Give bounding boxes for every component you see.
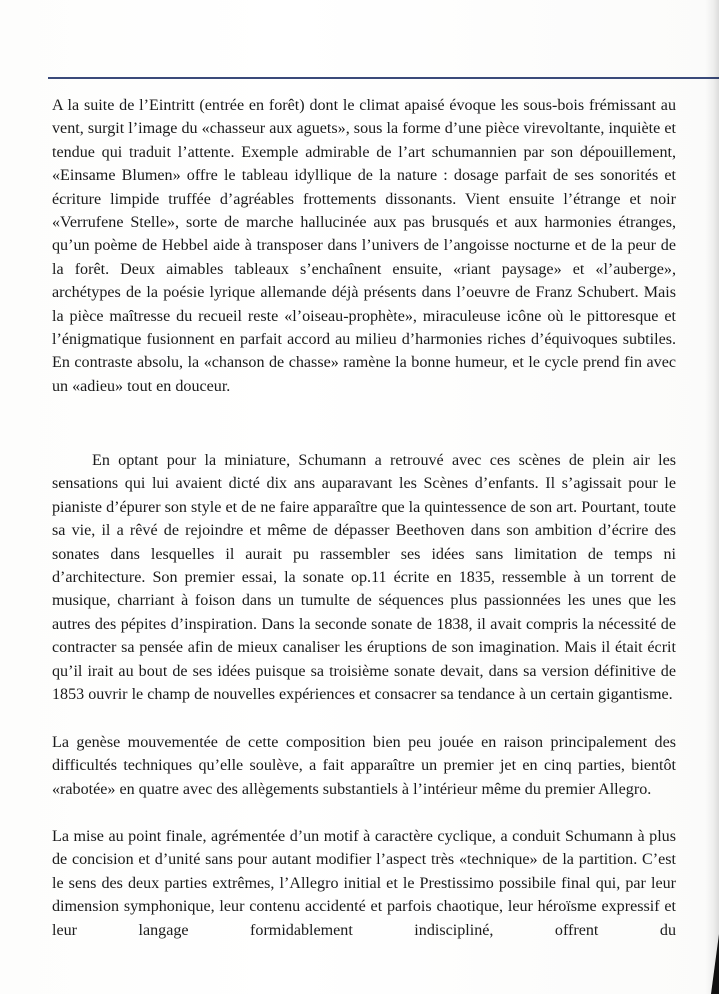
paragraph-1: A la suite de l’Eintritt (entrée en forêt) dont le climat apaisé évoque les sous-bois frémissant au vent, surgit l’image du «chasseur aux aguets», sous la forme d’une pièce virevoltante, inquiète et tendue qui traduit l’attente. Exemple admirable de l’art schumannien par son dépouillement, «Einsame Blumen» offre le tableau idyllique de la nature : dosage parfait de ses sonorités et écriture limpide truffée d’agréables frottements dissonants. Vient ensuite l’étrange et noir «Verrufene Stelle», sorte de marche hallucinée aux pas brusqués et aux harmonies étranges, qu’un poème de Hebbel aide à transposer dans l’univers de l’angoisse nocturne et de la peur de la forêt. Deux aimables tableaux s’enchaînent ensuite, «riant paysage» et «l’auberge», archétypes de la poésie lyrique allemande déjà présents dans l’oeuvre de Franz Schubert. Mais la pièce maîtresse du recueil reste «l’oiseau-prophète», miraculeuse icône où le pittoresque et l’énigmatique fusionnent en parfait accord au milieu d’harmonies riches d’équivoques subtiles. En contraste absolu, la «chanson de chasse» ramène la bonne humeur, et le cycle prend fin avec un «adieu» tout en douceur. xyxy=(52,97,676,395)
paragraph-4: La mise au point finale, agrémentée d’un motif à caractère cyclique, a conduit Schumann à plus de concision et d’unité sans pour autant modifier l’aspect très «technique» de la partition. C’est le sens des deux parties extrêmes, l’Allegro initial et le Prestissimo possibile final qui, par leur dimension symphonique, leur contenu accidenté et parfois chaotique, leur héroïsme expressif et leur langage formidablement indiscipliné, offrent du xyxy=(52,828,676,939)
paragraph-2: En optant pour la miniature, Schumann a retrouvé avec ces scènes de plein air les sensations qui lui avaient dicté dix ans auparavant les Scènes d’enfants. Il s’agissait pour le pianiste d’épurer son style et de ne faire apparaître que la quintessence de son art. Pourtant, toute sa vie, il a rêvé de rejoindre et même de dépasser Beethoven dans son ambition d’écrire des sonates dans lesquelles il aurait pu rassembler ses idées sans limitation de temps ni d’architecture. Son premier essai, la sonate op.11 écrite en 1835, ressemble à un torrent de musique, charriant à foison dans un tumulte de séquences plus passionnées les unes que les autres des pépites d’inspiration. Dans la seconde sonate de 1838, il avait compris la nécessité de contracter sa pensée afin de mieux canaliser les éruptions de son imagination. Mais il était écrit qu’il irait au bout de ses idées puisque sa troisième sonate devait, dans sa version définitive de 1853 ouvrir le champ de nouvelles expériences et consacrer sa tendance à un certain gigantisme. xyxy=(52,452,676,704)
header-rule xyxy=(48,77,719,79)
page-edge-shadow xyxy=(705,0,719,994)
paragraph-3: La genèse mouvementée de cette composition bien peu jouée en raison principalement des difficultés techniques qu’elle soulève, a fait apparaître un premier jet en cinq parties, bientôt «rabotée» en quatre avec des allègements substantiels à l’intérieur même du premier Allegro. xyxy=(52,734,676,798)
